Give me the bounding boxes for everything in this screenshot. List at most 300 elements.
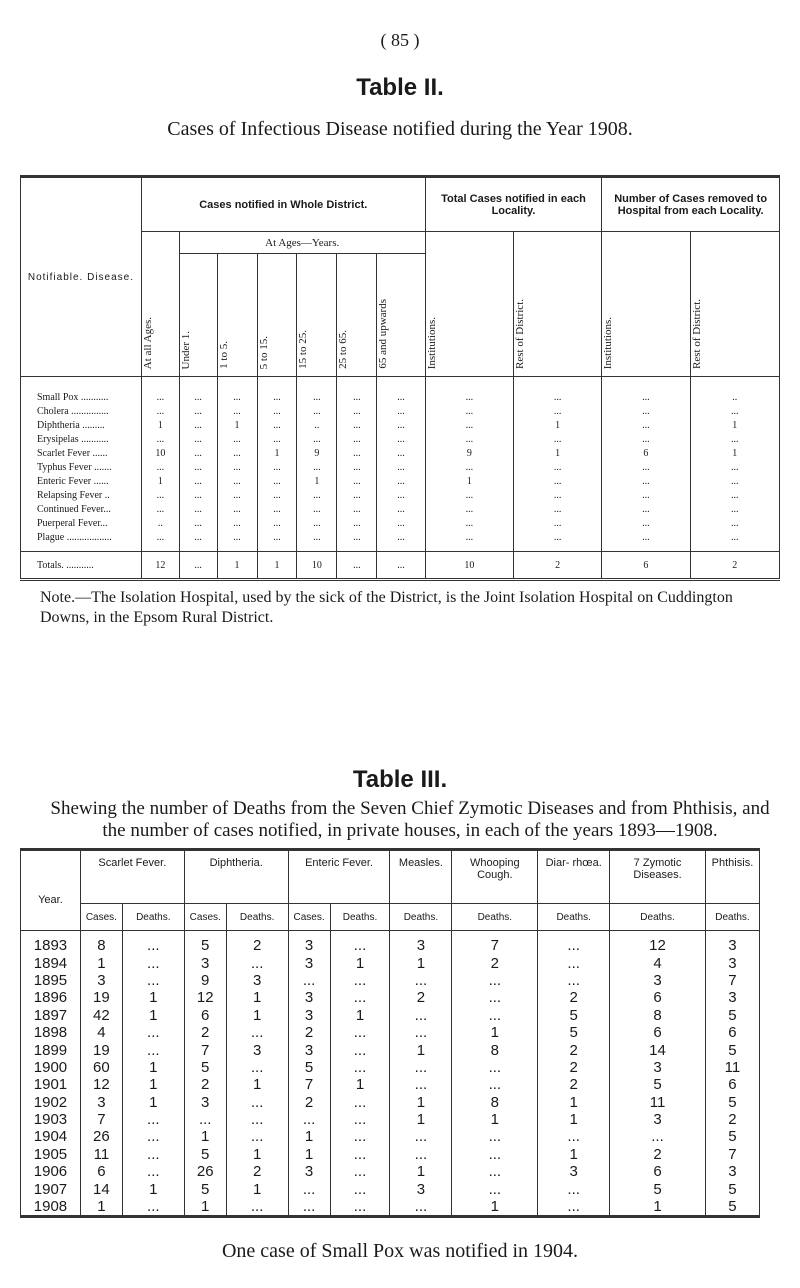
- table-cell: 8: [80, 931, 122, 955]
- table-row: [21, 1111, 760, 1128]
- table-cell: 19: [80, 1041, 122, 1058]
- year-cell: 1901: [21, 1076, 81, 1093]
- table-cell: 2: [390, 989, 452, 1006]
- table-cell: ...: [297, 531, 337, 545]
- table-cell: ...: [257, 489, 297, 503]
- table3-caption: Shewing the number of Deaths from the Seven Chief Zymotic Diseases and from Phthisis, and the number of cases notified, in private houses, in each of the years 1893—1908.: [50, 798, 770, 841]
- table-cell: ...: [337, 405, 377, 419]
- table-cell: 3: [184, 954, 226, 971]
- diphtheria-header: Diphtheria.: [184, 850, 288, 904]
- table-row: [21, 1180, 760, 1197]
- phthisis-header: Phthisis.: [705, 850, 759, 904]
- table-cell: 5: [705, 1180, 759, 1197]
- table-cell: 3: [288, 1041, 330, 1058]
- table-cell: ...: [330, 1180, 390, 1197]
- table-cell: 1: [122, 1094, 184, 1111]
- table-cell: 2: [184, 1024, 226, 1041]
- table-cell: ...: [122, 972, 184, 989]
- table-cell: ...: [390, 1198, 452, 1217]
- table-cell: 7: [184, 1041, 226, 1058]
- table-cell: ...: [330, 1163, 390, 1180]
- table-cell: 6: [184, 1007, 226, 1024]
- table-cell: 5: [184, 1146, 226, 1163]
- table-row: [21, 1059, 760, 1076]
- table-row: [21, 1041, 760, 1058]
- table-cell: ...: [377, 517, 425, 531]
- table-cell: ...: [217, 405, 257, 419]
- table-cell: 60: [80, 1059, 122, 1076]
- table-cell: ...: [425, 377, 513, 406]
- table-cell: ...: [390, 1076, 452, 1093]
- table-cell: ...: [690, 475, 779, 489]
- table-cell: ...: [288, 1111, 330, 1128]
- table-cell: 1: [257, 552, 297, 580]
- table-cell: 7: [80, 1111, 122, 1128]
- table-cell: ...: [257, 475, 297, 489]
- table-cell: ...: [602, 405, 690, 419]
- table-cell: 6: [602, 552, 690, 580]
- table-cell: 1: [330, 1076, 390, 1093]
- table-cell: ...: [217, 433, 257, 447]
- table-cell: ...: [141, 503, 179, 517]
- table-cell: ...: [141, 433, 179, 447]
- year-cell: 1903: [21, 1111, 81, 1128]
- table-cell: ...: [377, 447, 425, 461]
- table-cell: 6: [610, 1024, 706, 1041]
- table3: [20, 848, 760, 1218]
- table-cell: ...: [179, 475, 217, 489]
- table-cell: 1: [425, 475, 513, 489]
- table-cell: ...: [513, 531, 601, 545]
- table-cell: ...: [690, 531, 779, 545]
- table-cell: ...: [538, 1180, 610, 1197]
- table-cell: ...: [390, 1059, 452, 1076]
- table-cell: ...: [513, 405, 601, 419]
- table-cell: 3: [390, 931, 452, 955]
- year-cell: 1900: [21, 1059, 81, 1076]
- table-cell: 3: [184, 1094, 226, 1111]
- table-cell: ...: [257, 517, 297, 531]
- table-cell: ...: [179, 517, 217, 531]
- table-cell: 2: [538, 1076, 610, 1093]
- removed-header: Number of Cases removed to Hospital from each Locality.: [602, 177, 780, 232]
- table-cell: 12: [184, 989, 226, 1006]
- table-cell: 1: [217, 419, 257, 433]
- deaths-header: Deaths.: [390, 904, 452, 931]
- table-cell: ...: [602, 419, 690, 433]
- age-group-header: 65 and upwards: [377, 254, 425, 377]
- table-cell: 9: [184, 972, 226, 989]
- age-group-header: 25 to 65.: [337, 254, 377, 377]
- at-all-ages-header: At all Ages.: [141, 232, 179, 377]
- table-cell: 5: [705, 1094, 759, 1111]
- table-cell: 3: [226, 1041, 288, 1058]
- table-cell: 4: [610, 954, 706, 971]
- table-cell: 7: [452, 931, 538, 955]
- table-cell: 1: [390, 1111, 452, 1128]
- table-cell: ...: [452, 1059, 538, 1076]
- table-cell: ...: [337, 531, 377, 545]
- table-cell: ...: [690, 517, 779, 531]
- table-cell: 6: [80, 1163, 122, 1180]
- table-cell: ...: [452, 989, 538, 1006]
- deaths-header: Deaths.: [610, 904, 706, 931]
- table-cell: 1: [80, 1198, 122, 1217]
- table-cell: ...: [141, 405, 179, 419]
- table-cell: 5: [705, 1128, 759, 1145]
- table2: [20, 175, 780, 581]
- table-cell: ...: [337, 503, 377, 517]
- table-cell: 42: [80, 1007, 122, 1024]
- table-cell: ...: [690, 489, 779, 503]
- table-cell: ..: [141, 517, 179, 531]
- table-cell: 3: [705, 1163, 759, 1180]
- table-cell: ...: [297, 377, 337, 406]
- table-cell: 2: [538, 989, 610, 1006]
- table-cell: 1: [226, 1076, 288, 1093]
- table-cell: 1: [226, 989, 288, 1006]
- removed-rest-header: Rest of District.: [690, 232, 779, 377]
- table-cell: 14: [80, 1180, 122, 1197]
- table-cell: ...: [122, 954, 184, 971]
- table-cell: 5: [705, 1007, 759, 1024]
- year-cell: 1898: [21, 1024, 81, 1041]
- table-cell: ...: [141, 377, 179, 406]
- table-cell: ...: [337, 447, 377, 461]
- table-cell: ...: [602, 377, 690, 406]
- table-cell: ...: [226, 1111, 288, 1128]
- table-row: [21, 419, 780, 433]
- scarlet-fever-header: Scarlet Fever.: [80, 850, 184, 904]
- table-cell: 1: [141, 419, 179, 433]
- table-cell: 5: [610, 1076, 706, 1093]
- table-cell: ...: [377, 552, 425, 580]
- table-cell: 1: [122, 1180, 184, 1197]
- table-cell: 3: [288, 954, 330, 971]
- deaths-header: Deaths.: [122, 904, 184, 931]
- table-cell: ...: [179, 377, 217, 406]
- table-cell: ...: [217, 377, 257, 406]
- table-cell: ...: [337, 489, 377, 503]
- table-cell: ...: [377, 475, 425, 489]
- table-cell: ...: [226, 1094, 288, 1111]
- table-cell: 2: [288, 1094, 330, 1111]
- year-cell: 1899: [21, 1041, 81, 1058]
- table-cell: ...: [122, 1111, 184, 1128]
- table-cell: 4: [80, 1024, 122, 1041]
- table-cell: ...: [377, 377, 425, 406]
- table-cell: ...: [602, 461, 690, 475]
- table-row: [21, 1146, 760, 1163]
- table-cell: ...: [425, 419, 513, 433]
- table-cell: ...: [257, 461, 297, 475]
- table-cell: ...: [297, 489, 337, 503]
- table-cell: 7: [705, 972, 759, 989]
- table-cell: 1: [226, 1007, 288, 1024]
- deaths-header: Deaths.: [330, 904, 390, 931]
- table-cell: 8: [610, 1007, 706, 1024]
- table-cell: ...: [452, 1007, 538, 1024]
- table-cell: ...: [452, 1180, 538, 1197]
- table-cell: 3: [226, 972, 288, 989]
- table-cell: 1: [452, 1024, 538, 1041]
- table-cell: ...: [602, 433, 690, 447]
- table-cell: ...: [257, 419, 297, 433]
- table-cell: ...: [257, 405, 297, 419]
- table-cell: ...: [217, 531, 257, 545]
- table-cell: 1: [610, 1198, 706, 1217]
- table-cell: ...: [337, 517, 377, 531]
- table-cell: ...: [179, 552, 217, 580]
- table-cell: 1: [288, 1146, 330, 1163]
- table-cell: 5: [538, 1024, 610, 1041]
- table-row: [21, 1076, 760, 1093]
- table-row: [21, 531, 780, 545]
- table-cell: 8: [452, 1041, 538, 1058]
- table-cell: 6: [602, 447, 690, 461]
- table-cell: 1: [122, 1059, 184, 1076]
- table-cell: 1: [80, 954, 122, 971]
- locality-header: Total Cases notified in each Locality.: [425, 177, 602, 232]
- whole-district-header: Cases notified in Whole District.: [141, 177, 425, 232]
- table-cell: 1: [257, 447, 297, 461]
- whooping-cough-header: Whooping Cough.: [452, 850, 538, 904]
- table-row: [21, 1007, 760, 1024]
- table-cell: 7: [705, 1146, 759, 1163]
- deaths-header: Deaths.: [538, 904, 610, 931]
- table-cell: ...: [602, 531, 690, 545]
- table-cell: ...: [690, 433, 779, 447]
- table-cell: 2: [513, 552, 601, 580]
- table2-title: Table II.: [356, 74, 444, 101]
- table-cell: 1: [122, 1007, 184, 1024]
- table-cell: 8: [452, 1094, 538, 1111]
- table-cell: ...: [425, 405, 513, 419]
- table-cell: 3: [80, 1094, 122, 1111]
- table-cell: ...: [452, 1128, 538, 1145]
- table-cell: 1: [226, 1146, 288, 1163]
- cases-header: Cases.: [288, 904, 330, 931]
- table-cell: ...: [602, 489, 690, 503]
- table-cell: ...: [377, 419, 425, 433]
- table-cell: ...: [390, 1128, 452, 1145]
- table-cell: 2: [184, 1076, 226, 1093]
- table-cell: ...: [377, 489, 425, 503]
- table-cell: ...: [513, 489, 601, 503]
- table-cell: 3: [610, 1111, 706, 1128]
- table-cell: ...: [452, 1146, 538, 1163]
- table-row: [21, 503, 780, 517]
- table-cell: ...: [141, 531, 179, 545]
- diarrhoea-header: Diar- rhœa.: [538, 850, 610, 904]
- table-cell: 2: [538, 1041, 610, 1058]
- table-cell: 2: [452, 954, 538, 971]
- table-cell: ...: [538, 972, 610, 989]
- table-cell: 5: [538, 1007, 610, 1024]
- table-cell: ...: [257, 433, 297, 447]
- table-cell: ...: [602, 475, 690, 489]
- table-cell: ..: [297, 419, 337, 433]
- table-cell: ...: [377, 503, 425, 517]
- table-cell: ...: [217, 447, 257, 461]
- table-cell: ...: [377, 531, 425, 545]
- table-cell: ...: [513, 503, 601, 517]
- table-cell: ...: [179, 433, 217, 447]
- table-cell: ...: [690, 461, 779, 475]
- table-cell: 9: [425, 447, 513, 461]
- table-cell: ...: [226, 1059, 288, 1076]
- table-row: [21, 931, 760, 955]
- table-cell: ...: [330, 1146, 390, 1163]
- table-cell: ...: [330, 1041, 390, 1058]
- table2-caption: Cases of Infectious Disease notified during the Year 1908.: [167, 118, 633, 140]
- table-cell: ...: [226, 1024, 288, 1041]
- table-cell: 1: [452, 1111, 538, 1128]
- enteric-fever-header: Enteric Fever.: [288, 850, 390, 904]
- deaths-header: Deaths.: [705, 904, 759, 931]
- page-number: ( 85 ): [380, 30, 420, 50]
- table-cell: ...: [602, 503, 690, 517]
- table-cell: 1: [390, 1163, 452, 1180]
- table-cell: 1: [513, 419, 601, 433]
- deaths-header: Deaths.: [452, 904, 538, 931]
- table-cell: ...: [330, 1059, 390, 1076]
- table-cell: ...: [538, 1198, 610, 1217]
- table-cell: ...: [297, 433, 337, 447]
- table3-title: Table III.: [352, 766, 448, 793]
- table-cell: 1: [390, 1094, 452, 1111]
- year-cell: 1897: [21, 1007, 81, 1024]
- year-header: Year.: [21, 850, 81, 931]
- table-cell: ...: [288, 1198, 330, 1217]
- table-cell: ...: [425, 503, 513, 517]
- table-cell: 10: [141, 447, 179, 461]
- table-cell: 5: [610, 1180, 706, 1197]
- table-cell: 2: [226, 1163, 288, 1180]
- year-cell: 1905: [21, 1146, 81, 1163]
- table-row: [21, 1094, 760, 1111]
- table-cell: 1: [390, 1041, 452, 1058]
- totals-row: [21, 552, 780, 580]
- table-row: [21, 405, 780, 419]
- table-cell: 1: [690, 447, 779, 461]
- table-cell: ...: [297, 461, 337, 475]
- table-row: [21, 433, 780, 447]
- table-cell: 3: [705, 954, 759, 971]
- table-cell: 9: [297, 447, 337, 461]
- table-cell: 5: [184, 931, 226, 955]
- table-cell: ...: [179, 531, 217, 545]
- table-cell: ...: [513, 433, 601, 447]
- table-cell: 3: [288, 1007, 330, 1024]
- disease-name: Small Pox ...........: [21, 377, 142, 406]
- table-row: [21, 1163, 760, 1180]
- table-cell: ...: [337, 461, 377, 475]
- table-cell: 11: [610, 1094, 706, 1111]
- table-cell: ...: [122, 1146, 184, 1163]
- table-cell: 1: [297, 475, 337, 489]
- table-cell: 14: [610, 1041, 706, 1058]
- table-cell: ...: [122, 1198, 184, 1217]
- table-cell: ...: [179, 419, 217, 433]
- locality-institutions-header: Institutions.: [425, 232, 513, 377]
- totals-label: Totals. ...........: [21, 552, 142, 580]
- table-cell: 5: [184, 1059, 226, 1076]
- table-cell: 3: [610, 972, 706, 989]
- year-cell: 1893: [21, 931, 81, 955]
- table-cell: 3: [288, 931, 330, 955]
- table-cell: ...: [452, 1076, 538, 1093]
- table-cell: 2: [288, 1024, 330, 1041]
- table-cell: ...: [179, 405, 217, 419]
- table-row: [21, 461, 780, 475]
- disease-name: Enteric Fever ......: [21, 475, 142, 489]
- disease-header: Notifiable. Disease.: [21, 177, 142, 377]
- disease-name: Relapsing Fever ..: [21, 489, 142, 503]
- table-row: [21, 954, 760, 971]
- table-cell: ...: [690, 503, 779, 517]
- table-cell: ...: [179, 461, 217, 475]
- table-cell: ...: [122, 1041, 184, 1058]
- table-cell: ...: [184, 1111, 226, 1128]
- table-cell: ...: [337, 475, 377, 489]
- table-cell: 1: [122, 1076, 184, 1093]
- at-ages-header: At Ages—Years.: [179, 232, 425, 254]
- table-cell: ...: [330, 1198, 390, 1217]
- table-cell: ...: [297, 517, 337, 531]
- table-cell: ...: [425, 489, 513, 503]
- table-cell: 5: [288, 1059, 330, 1076]
- table-cell: ...: [538, 931, 610, 955]
- table-cell: ...: [377, 461, 425, 475]
- table-cell: ...: [257, 377, 297, 406]
- table-cell: 1: [330, 954, 390, 971]
- table-cell: 2: [538, 1059, 610, 1076]
- table2-note: Note.—The Isolation Hospital, used by the sick of the District, is the Joint Isolation Hospital on Cuddington Downs, in the Epsom Rural District.: [40, 589, 733, 626]
- year-cell: 1896: [21, 989, 81, 1006]
- disease-name: Continued Fever...: [21, 503, 142, 517]
- table-cell: 1: [513, 447, 601, 461]
- table-row: [21, 1198, 760, 1217]
- year-cell: 1907: [21, 1180, 81, 1197]
- table-cell: ...: [217, 503, 257, 517]
- table-cell: ...: [610, 1128, 706, 1145]
- table-cell: ..: [690, 377, 779, 406]
- table-cell: ...: [425, 461, 513, 475]
- table-row: [21, 1128, 760, 1145]
- table-cell: ...: [452, 1163, 538, 1180]
- deaths-header: Deaths.: [226, 904, 288, 931]
- table-cell: 11: [80, 1146, 122, 1163]
- table-cell: 1: [288, 1128, 330, 1145]
- cases-header: Cases.: [184, 904, 226, 931]
- table3-footnote: One case of Small Pox was notified in 1904.: [221, 1240, 579, 1262]
- table-cell: 1: [538, 1094, 610, 1111]
- table-cell: ...: [337, 419, 377, 433]
- year-cell: 1906: [21, 1163, 81, 1180]
- year-cell: 1894: [21, 954, 81, 971]
- disease-name: Cholera ...............: [21, 405, 142, 419]
- table-cell: ...: [122, 1163, 184, 1180]
- table-cell: 26: [184, 1163, 226, 1180]
- table-cell: ...: [330, 1094, 390, 1111]
- table-cell: ...: [217, 461, 257, 475]
- age-group-header: 1 to 5.: [217, 254, 257, 377]
- table-cell: 3: [705, 931, 759, 955]
- table-cell: ...: [330, 931, 390, 955]
- disease-name: Erysipelas ...........: [21, 433, 142, 447]
- table-cell: ...: [330, 989, 390, 1006]
